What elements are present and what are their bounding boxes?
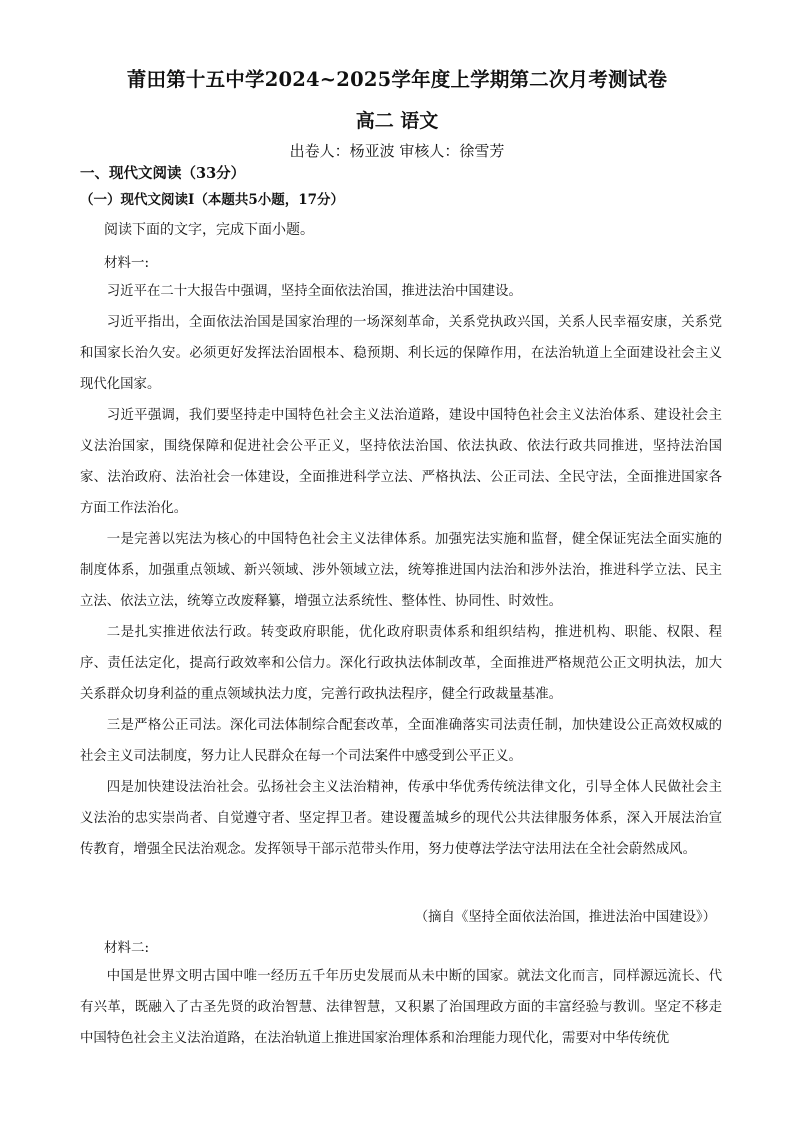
exam-subject: 高二 语文 bbox=[355, 110, 439, 132]
material-label: 材料二: bbox=[104, 940, 150, 956]
reading-instruction: 阅读下面的文字，完成下面小题。 bbox=[104, 222, 314, 238]
exam-title: 莆田第十五中学2024~2025学年度上学期第二次月考测试卷 bbox=[126, 68, 668, 91]
paragraph: 四是加快建设法治社会。弘扬社会主义法治精神，传承中华优秀传统法律文化，引导全体人民做社会主义法治的忠实崇尚者、自觉遵守者、坚定捍卫者。建设覆盖城乡的现代公共法律服务体系，深入开展法治宣传教育，增强全民法治观念。发挥领导干部示范带头作用，努力使尊法学法守法用法在全社会蔚然成风。 bbox=[80, 780, 722, 857]
paragraph: 习近平指出，全面依法治国是国家治理的一场深刻革命，关系党执政兴国，关系人民幸福安康，关系党和国家长治久安。必须更好发挥法治固根本、稳预期、利长远的保障作用，在法治轨道上全面建设社会主义现代化国家。 bbox=[80, 315, 722, 392]
paragraph: 习近平强调，我们要坚持走中国特色社会主义法治道路，建设中国特色社会主义法治体系、建设社会主义法治国家，围绕保障和促进社会公平正义，坚持依法治国、依法执政、依法行政共同推进，坚持法治国家、法治政府、法治社会一体建设，全面推进科学立法、严格执法、公正司法、全民守法，全面推进国家各方面工作法治化。 bbox=[80, 408, 722, 516]
paragraph: 二是扎实推进依法行政。转变政府职能，优化政府职责体系和组织结构，推进机构、职能、权限、程序、责任法定化，提高行政效率和公信力。深化行政执法体制改革，全面推进严格规范公正文明执法，加大关系群众切身利益的重点领域执法力度，完善行政执法程序，健全行政裁量基准。 bbox=[80, 625, 722, 702]
material-source: （摘自《坚持全面依法治国，推进法治中国建设》） bbox=[414, 910, 716, 925]
part-heading: （一）现代文阅读Ⅰ（本题共5小题，17分） bbox=[80, 192, 344, 208]
section-heading: 一、现代文阅读（33分） bbox=[80, 165, 246, 182]
paragraph: 三是严格公正司法。深化司法体制综合配套改革，全面准确落实司法责任制，加快建设公正高效权威的社会主义司法制度，努力让人民群众在每一个司法案件中感受到公平正义。 bbox=[80, 718, 722, 764]
material-label: 材料一: bbox=[104, 255, 150, 271]
paragraph: 中国是世界文明古国中唯一经历五千年历史发展而从未中断的国家。就法文化而言，同样源远流长、代有兴革，既融入了古圣先贤的政治智慧、法律智慧，又积累了治国理政方面的丰富经验与教训。坚定不移走中国特色社会主义法治道路，在法治轨道上推进国家治理体系和治理能力现代化，需要对中华传统优 bbox=[80, 969, 722, 1046]
exam-authors: 出卷人：杨亚波 审核人：徐雪芳 bbox=[289, 142, 505, 160]
paragraph: 习近平在二十大报告中强调，坚持全面依法治国，推进法治中国建设。 bbox=[106, 284, 522, 299]
paragraph: 一是完善以宪法为核心的中国特色社会主义法律体系。加强宪法实施和监督，健全保证宪法全面实施的制度体系，加强重点领域、新兴领域、涉外领域立法，统筹推进国内法治和涉外法治，推进科学立法、民主立法、依法立法，统筹立改废释纂，增强立法系统性、整体性、协同性、时效性。 bbox=[80, 532, 722, 609]
